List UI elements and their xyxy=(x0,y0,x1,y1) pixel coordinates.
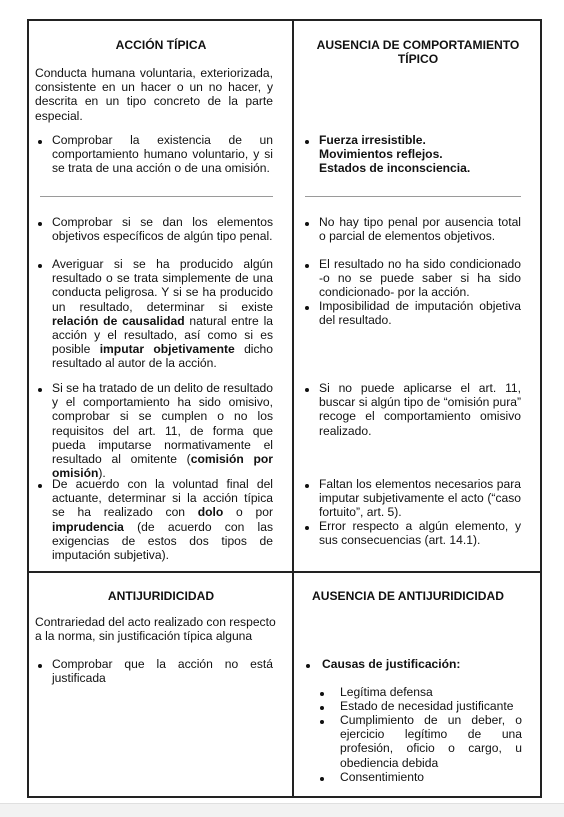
list-item xyxy=(52,381,273,480)
bullet-icon xyxy=(38,388,42,392)
bullet-icon xyxy=(305,222,309,226)
row-divider xyxy=(27,571,542,573)
list-item: Si no puede aplicarse el art. 11, buscar si algún tipo de “omisión pura” recoge el comportamiento omisivo realizado. xyxy=(319,381,521,438)
list-item: Estado de necesidad justificante xyxy=(340,699,514,713)
bullet-icon xyxy=(38,264,42,268)
definition-antijuridicidad: Contrariedad del acto realizado con respecto a la norma, sin justificación típica alguna xyxy=(35,615,276,644)
bold-run: imputar objetivamente xyxy=(99,342,235,357)
bold-line: Movimientos reflejos. xyxy=(319,147,443,162)
bullet-icon xyxy=(306,664,310,668)
text-run: natural entre la acción y el resultado, así como si es posible xyxy=(52,313,273,357)
bullet-icon xyxy=(320,706,324,710)
list-item: Comprobar si se dan los elementos objetivos específicos de algún tipo penal. xyxy=(52,215,273,244)
heading-ausencia-antijuridicidad: AUSENCIA DE ANTIJURIDICIDAD xyxy=(312,589,504,603)
bold-run: imprudencia xyxy=(52,519,124,534)
text-run: De acuerdo con la voluntad final del actuante, determinar si la acción típica se ha realizado con xyxy=(52,477,273,520)
bold-line: Fuerza irresistible. xyxy=(319,133,426,147)
bold-line: Estados de inconsciencia. xyxy=(319,161,471,176)
bullet-icon xyxy=(320,692,324,696)
list-item: Causas de justificación: xyxy=(322,657,461,671)
list-item: Comprobar que la acción no está justificada xyxy=(52,657,273,686)
bold-run: relación de causalidad xyxy=(52,313,185,328)
heading-accion-tipica: ACCIÓN TÍPICA xyxy=(115,38,207,52)
definition-accion-tipica: Conducta humana voluntaria, exteriorizada, consistente en un hacer o un no hacer, y descrita en un tipo concreto de la parte especial. xyxy=(35,66,273,123)
list-item xyxy=(52,477,273,562)
heading-antijuridicidad: ANTIJURIDICIDAD xyxy=(107,589,215,603)
bullet-icon xyxy=(305,140,309,144)
list-item: Imposibilidad de imputación objetiva del resultado. xyxy=(319,299,521,328)
list-item: Error respecto a algún elemento, y sus consecuencias (art. 14.1). xyxy=(319,519,521,548)
bullet-icon xyxy=(320,777,324,781)
text-run: dicho resultado al autor de la acción. xyxy=(52,342,273,371)
text-run: Si se ha tratado de un delito de resultado y el comportamiento ha sido omisivo, comprobar si se cumplen o no los requisitos del art. 11, de forma que pueda imputarse normativamente el resultado al omitente ( xyxy=(52,381,273,467)
bold-run: dolo xyxy=(197,505,224,520)
page-bottom-strip xyxy=(0,803,564,817)
list-item: Faltan los elementos necesarios para imputar subjetivamente el acto (“caso fortuito”, art. 5). xyxy=(319,477,521,520)
list-item: Consentimiento xyxy=(340,770,425,784)
list-item xyxy=(319,133,529,176)
text-run: Averiguar si se ha producido algún resultado o se trata simplemente de una conducta peligrosa. Y si se ha producido un resultado, determinar si existe xyxy=(52,257,273,314)
heading-ausencia-comportamiento: AUSENCIA DE COMPORTAMIENTO TÍPICO xyxy=(316,38,520,67)
bullet-icon xyxy=(305,264,309,268)
separator xyxy=(40,196,273,197)
bullet-icon xyxy=(305,484,309,488)
bullet-icon xyxy=(38,664,42,668)
bullet-icon xyxy=(38,484,42,488)
bullet-icon xyxy=(38,222,42,226)
text-run: o por xyxy=(223,505,273,520)
bold-run: comisión por omisión xyxy=(52,452,273,481)
list-item: Comprobar la existencia de un comportamiento humano voluntario, y si se trata de una acción o de una omisión. xyxy=(52,133,273,176)
bullet-icon xyxy=(305,526,309,530)
bullet-icon xyxy=(38,140,42,144)
bullet-icon xyxy=(320,720,324,724)
separator xyxy=(305,196,521,197)
text-run: ). xyxy=(98,466,106,481)
bullet-icon xyxy=(305,306,309,310)
list-item: No hay tipo penal por ausencia total o parcial de elementos objetivos. xyxy=(319,215,521,244)
list-item: El resultado no ha sido condicionado -o no se puede saber si ha sido condicionado- por la acción. xyxy=(319,257,521,300)
list-item: Legítima defensa xyxy=(340,685,433,699)
bullet-icon xyxy=(305,388,309,392)
list-item xyxy=(52,257,273,371)
list-item: Cumplimiento de un deber, o ejercicio legítimo de una profesión, oficio o cargo, u obediencia debida xyxy=(340,713,522,770)
text-run: (de acuerdo con las exigencias de estos dos tipos de imputación subjetiva). xyxy=(52,519,273,563)
column-divider xyxy=(292,19,294,798)
